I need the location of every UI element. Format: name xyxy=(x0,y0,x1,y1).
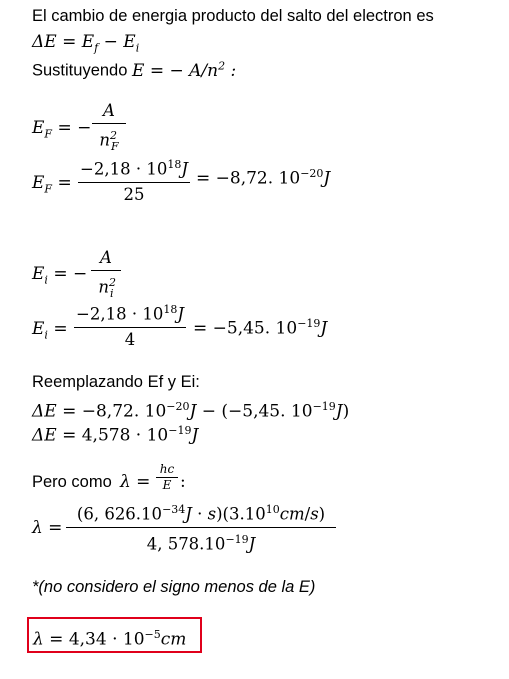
ei-value-den: 4 xyxy=(124,329,136,349)
ef-value-label: $E_F$ = xyxy=(32,173,72,196)
lambda-label: λ = xyxy=(32,518,63,538)
final-answer: $\lambda = 4,34 \cdot 10^{-5}cm$ xyxy=(33,628,187,650)
substitute-line xyxy=(32,56,236,81)
lambda-den: 4, $578.10^{-19}J$ xyxy=(146,532,256,553)
ei-value-label: $E_i$ = xyxy=(32,319,68,342)
lambda-num: (6, $626.10^{-34}J \cdot s)(3.10^{10}cm/s)$ xyxy=(76,503,326,524)
delta-line-1: ΔE = −8,72. $10^{-20}J - (-5,45$. $10^{-19}J$) xyxy=(32,400,350,422)
delta-line-2: $\Delta E = 4,578 \cdot 10^{-19}J$ xyxy=(32,424,199,446)
intro-text: El cambio de energia producto del salto del electron es xyxy=(32,7,434,25)
ef-label: $E_F$ = − xyxy=(32,118,92,141)
colon: : xyxy=(180,472,186,492)
ei-value-fraction xyxy=(74,300,186,350)
ef-value-den: 25 xyxy=(123,184,145,204)
ei-value-num: $-2,18 \cdot 10^{18}J$ xyxy=(76,303,184,324)
delta-definition: $\Delta E = E_f - E_i$ xyxy=(32,32,140,55)
ei-fraction: A $n^2_i$ xyxy=(91,248,121,304)
ef-value-num: $-2,18 \cdot 10^{18}J$ xyxy=(80,158,188,179)
but-text: Pero como xyxy=(32,473,112,491)
ef-value-fraction xyxy=(78,155,190,205)
substitute-text: Sustituyendo xyxy=(32,61,128,80)
substitute-formula: E = − $A/n^2$ : xyxy=(132,59,237,81)
ef-result: = −8,72. $10^{-20}J$ xyxy=(196,167,331,189)
note-text: *(no considero el signo menos de la E) xyxy=(32,578,316,596)
lambda-fraction xyxy=(66,500,336,554)
lambda-eq: λ = xyxy=(120,472,151,492)
lambda-hc-fraction: hc E xyxy=(156,463,178,492)
ei-label: $E_i$ = − xyxy=(32,264,88,287)
ef-fraction: A $n^2_F$ xyxy=(92,101,126,157)
replace-text: Reemplazando Ef y Ei: xyxy=(32,373,200,391)
ei-result: = −5,45. $10^{-19}J$ xyxy=(193,317,328,339)
